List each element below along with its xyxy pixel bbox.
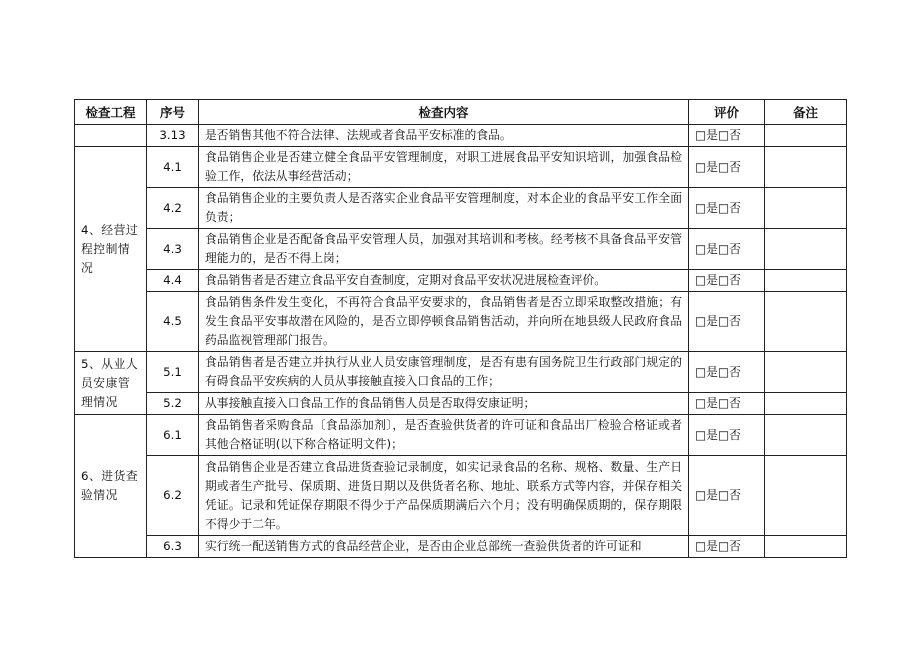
row-content: 食品销售者是否建立食品平安自查制度，定期对食品平安状况进展检查评价。 — [199, 270, 689, 292]
table-row — [75, 188, 847, 229]
table-row — [75, 125, 847, 147]
row-number: 6.3 — [147, 536, 199, 558]
row-number: 4.1 — [147, 147, 199, 188]
evaluation-checkbox[interactable]: □是□否 — [689, 125, 765, 147]
notes-cell[interactable] — [765, 125, 847, 147]
row-content: 食品销售者采购食品〔食品添加剂〕，是否查验供货者的许可证和食品出厂检验合格证或者其他合格证明(以下称合格证明文件)； — [199, 415, 689, 456]
notes-cell[interactable] — [765, 536, 847, 558]
header-number: 序号 — [147, 100, 199, 125]
table-row — [75, 147, 847, 188]
row-number: 6.1 — [147, 415, 199, 456]
row-number: 4.5 — [147, 292, 199, 352]
row-number: 5.2 — [147, 393, 199, 415]
row-number: 4.3 — [147, 229, 199, 270]
notes-cell[interactable] — [765, 352, 847, 393]
row-content: 食品销售企业是否建立健全食品平安管理制度，对职工进展食品平安知识培训，加强食品检验工作，依法从事经营活动； — [199, 147, 689, 188]
evaluation-checkbox[interactable]: □是□否 — [689, 352, 765, 393]
row-content: 食品销售企业是否建立食品进货查验记录制度，如实记录食品的名称、规格、数量、生产日期或者生产批号、保质期、进货日期以及供货者名称、地址、联系方式等内容，并保存相关凭证。记录和凭证保存期限不得少于产品保质期满后六个月；没有明确保质期的，保存期限不得少于二年。 — [199, 456, 689, 536]
row-content: 从事接触直接入口食品工作的食品销售人员是否取得安康证明； — [199, 393, 689, 415]
evaluation-checkbox[interactable]: □是□否 — [689, 229, 765, 270]
category-cell: 4、经营过程控制情况 — [75, 147, 147, 352]
notes-cell[interactable] — [765, 292, 847, 352]
row-content: 食品销售企业的主要负责人是否落实企业食品平安管理制度，对本企业的食品平安工作全面负责； — [199, 188, 689, 229]
table-header-row — [75, 100, 847, 125]
category-cell: 5、从业人员安康管理情况 — [75, 352, 147, 415]
notes-cell[interactable] — [765, 393, 847, 415]
notes-cell[interactable] — [765, 415, 847, 456]
row-content: 实行统一配送销售方式的食品经营企业，是否由企业总部统一查验供货者的许可证和 — [199, 536, 689, 558]
table-row — [75, 456, 847, 536]
table-row — [75, 292, 847, 352]
row-content: 食品销售者是否建立并执行从业人员安康管理制度，是否有患有国务院卫生行政部门规定的有碍食品平安疾病的人员从事接触直接入口食品的工作； — [199, 352, 689, 393]
notes-cell[interactable] — [765, 229, 847, 270]
header-content: 检查内容 — [199, 100, 689, 125]
row-number: 6.2 — [147, 456, 199, 536]
inspection-table — [74, 99, 847, 558]
notes-cell[interactable] — [765, 147, 847, 188]
row-number: 3.13 — [147, 125, 199, 147]
evaluation-checkbox[interactable]: □是□否 — [689, 415, 765, 456]
header-notes: 备注 — [765, 100, 847, 125]
row-number: 4.4 — [147, 270, 199, 292]
notes-cell[interactable] — [765, 188, 847, 229]
evaluation-checkbox[interactable]: □是□否 — [689, 188, 765, 229]
table-row — [75, 270, 847, 292]
header-evaluation: 评价 — [689, 100, 765, 125]
row-content: 食品销售企业是否配备食品平安管理人员，加强对其培训和考核。经考核不具备食品平安管理能力的，是否不得上岗； — [199, 229, 689, 270]
evaluation-checkbox[interactable]: □是□否 — [689, 147, 765, 188]
inspection-table-container — [74, 99, 846, 558]
table-row — [75, 352, 847, 393]
category-cell: 6、进货查验情况 — [75, 415, 147, 558]
notes-cell[interactable] — [765, 456, 847, 536]
evaluation-checkbox[interactable]: □是□否 — [689, 456, 765, 536]
table-row — [75, 415, 847, 456]
row-number: 5.1 — [147, 352, 199, 393]
row-number: 4.2 — [147, 188, 199, 229]
row-content: 食品销售条件发生变化，不再符合食品平安要求的，食品销售者是否立即采取整改措施；有发生食品平安事故潜在风险的，是否立即停顿食品销售活动，并向所在地县级人民政府食品药品监视管理部门报告。 — [199, 292, 689, 352]
category-cell — [75, 125, 147, 147]
evaluation-checkbox[interactable]: □是□否 — [689, 393, 765, 415]
notes-cell[interactable] — [765, 270, 847, 292]
table-row — [75, 536, 847, 558]
header-category: 检查工程 — [75, 100, 147, 125]
table-row — [75, 229, 847, 270]
table-row — [75, 393, 847, 415]
row-content: 是否销售其他不符合法律、法规或者食品平安标准的食品。 — [199, 125, 689, 147]
evaluation-checkbox[interactable]: □是□否 — [689, 270, 765, 292]
evaluation-checkbox[interactable]: □是□否 — [689, 536, 765, 558]
evaluation-checkbox[interactable]: □是□否 — [689, 292, 765, 352]
